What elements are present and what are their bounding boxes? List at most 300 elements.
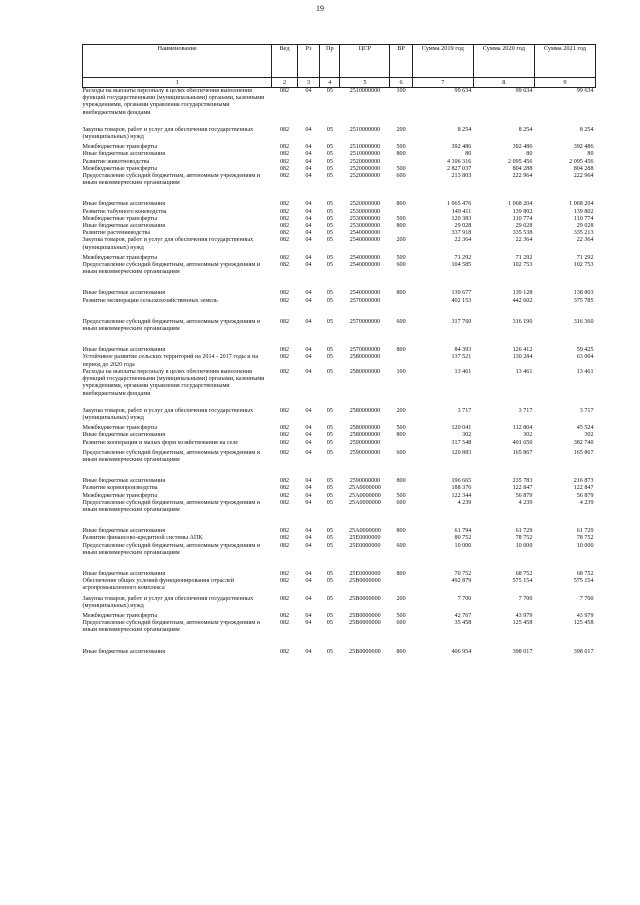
row-name: Предоставление субсидий бюджетным, автономным учреждениям и иным некоммерческим организациям [82, 620, 261, 634]
row-name: Иные бюджетные ассигнования [82, 570, 166, 577]
table-row [83, 151, 596, 158]
row-ved: 082 [279, 223, 290, 230]
row-csr: 25В0000000 [349, 648, 381, 655]
row-rz: 04 [305, 432, 312, 439]
row-name: Закупка товаров, работ и услуг для обеспечения государственных (муниципальных) нужд [82, 237, 254, 251]
row-ved: 082 [279, 297, 290, 304]
row-name: Иные бюджетные ассигнования [82, 290, 166, 297]
row-sum-2019: 8 254 [457, 126, 472, 133]
row-pr: 05 [326, 347, 333, 354]
row-csr: 2540000000 [349, 237, 381, 244]
row-pr: 05 [326, 499, 333, 506]
table-row [83, 493, 596, 500]
row-name: Развитие мелиорации сельскохозяйственных земель [82, 297, 218, 304]
table-row [83, 557, 596, 578]
table-row [83, 535, 596, 542]
row-sum-2021: 63 004 [576, 354, 594, 361]
row-vr: 800 [396, 201, 406, 208]
row-name: Развитие животноводства [82, 158, 150, 165]
row-name: Обеспечение общих условий функционирования отраслей агропромышленного комплекса [82, 578, 235, 592]
row-pr: 05 [326, 290, 333, 297]
row-sum-2020: 804 288 [512, 165, 533, 172]
table-row [83, 543, 596, 557]
row-sum-2021: 56 879 [576, 492, 594, 499]
row-pr: 05 [326, 439, 333, 446]
row-pr: 05 [326, 578, 333, 585]
table-row [83, 593, 596, 610]
row-csr: 2520000000 [349, 165, 381, 172]
row-csr: 2540000000 [349, 254, 381, 261]
row-sum-2021: 575 154 [573, 578, 594, 585]
row-rz: 04 [305, 449, 312, 456]
row-sum-2019: 120 883 [451, 449, 472, 456]
row-sum-2019: 80 752 [454, 535, 472, 542]
row-name: Межбюджетные трансферты [82, 165, 158, 172]
row-rz: 04 [305, 208, 312, 215]
row-rz: 04 [305, 158, 312, 165]
row-csr: 2580000000 [349, 407, 381, 414]
row-sum-2020: 8 254 [518, 126, 533, 133]
row-vr: 800 [396, 347, 406, 354]
row-csr: 2530000000 [349, 208, 381, 215]
row-rz: 04 [305, 368, 312, 375]
row-vr: 800 [396, 223, 406, 230]
row-ved: 082 [279, 542, 290, 549]
row-name: Иные бюджетные ассигнования [82, 432, 166, 439]
row-sum-2020: 442 602 [512, 297, 533, 304]
row-csr: 25Е0000000 [349, 542, 381, 549]
table-row [83, 166, 596, 173]
row-csr: 2540000000 [349, 230, 381, 237]
header-sum-2021: Сумма 2021 год [534, 45, 595, 78]
table-row [83, 514, 596, 535]
row-pr: 05 [326, 478, 333, 485]
row-rz: 04 [305, 201, 312, 208]
header-csr: ЦСР [340, 45, 390, 78]
row-vr [390, 535, 412, 542]
row-rz: 04 [305, 230, 312, 237]
row-ved: 082 [279, 595, 290, 602]
row-sum-2021: 29 028 [576, 223, 594, 230]
table-row [83, 237, 596, 251]
table-row [83, 88, 596, 117]
table-row [83, 252, 596, 262]
row-csr: 25А0000000 [349, 499, 381, 506]
row-sum-2020: 122 847 [512, 485, 533, 492]
row-ved: 082 [279, 215, 290, 222]
row-sum-2019: 104 585 [451, 262, 472, 269]
row-ved: 082 [279, 144, 290, 151]
row-name: Расходы на выплаты персоналу в целях обеспечения выполнения функций государственными (муниципальными) органами, казенными учреждениями, органами управления государственными внебюджетными фондами [82, 368, 265, 397]
row-csr: 25Е0000000 [349, 570, 381, 577]
row-sum-2021: 398 017 [573, 648, 594, 655]
row-vr: 200 [396, 126, 406, 133]
row-ved: 082 [279, 648, 290, 655]
row-sum-2021: 78 752 [576, 535, 594, 542]
row-csr: 25А0000000 [349, 492, 381, 499]
row-vr: 600 [396, 449, 406, 456]
row-pr: 05 [326, 151, 333, 158]
row-csr: 2520000000 [349, 173, 381, 180]
row-ved: 082 [279, 570, 290, 577]
row-sum-2019: 149 411 [451, 208, 472, 215]
row-name: Межбюджетные трансферты [82, 492, 158, 499]
row-rz: 04 [305, 165, 312, 172]
row-sum-2021: 8 254 [579, 126, 594, 133]
row-csr: 2580000000 [349, 368, 381, 375]
row-csr: 2530000000 [349, 223, 381, 230]
row-sum-2020: 22 364 [515, 237, 533, 244]
row-sum-2020: 10 000 [515, 542, 533, 549]
row-rz: 04 [305, 173, 312, 180]
column-number: 1 [83, 78, 272, 88]
row-name: Закупка товаров, работ и услуг для обеспечения государственных (муниципальных) нужд [82, 407, 254, 421]
row-sum-2019: 188 376 [451, 485, 472, 492]
row-sum-2020: 222 964 [512, 173, 533, 180]
table-row [83, 276, 596, 297]
table-row [83, 635, 596, 656]
row-name: Иные бюджетные ассигнования [82, 648, 166, 655]
row-sum-2019: 22 364 [454, 237, 472, 244]
row-sum-2020: 126 412 [512, 347, 533, 354]
row-rz: 04 [305, 595, 312, 602]
row-vr: 800 [396, 570, 406, 577]
row-ved: 082 [279, 407, 290, 414]
row-sum-2019: 402 153 [451, 297, 472, 304]
row-vr: 600 [396, 173, 406, 180]
row-rz: 04 [297, 88, 319, 117]
row-sum-2019: 4 106 316 [446, 158, 472, 165]
table-row [83, 610, 596, 620]
row-sum-2020: 335 538 [512, 230, 533, 237]
row-sum-2021: 43 979 [576, 612, 594, 619]
row-ved: 082 [279, 262, 290, 269]
row-pr: 05 [326, 201, 333, 208]
row-csr: 2590000000 [349, 449, 381, 456]
row-sum-2019: 392 486 [451, 144, 472, 151]
row-sum-2020: 80 [526, 151, 533, 158]
row-sum-2020: 112 804 [512, 425, 533, 432]
row-vr: 200 [396, 407, 406, 414]
header-vr: ВР [390, 45, 412, 78]
row-rz: 04 [305, 612, 312, 619]
table-row [83, 333, 596, 354]
row-rz: 04 [305, 318, 312, 325]
row-sum-2019: 13 461 [454, 368, 472, 375]
row-vr: 600 [396, 542, 406, 549]
row-name: Межбюджетные трансферты [82, 612, 158, 619]
row-name: Развитие растениеводства [82, 230, 151, 237]
row-sum-2020: 4 239 [518, 499, 533, 506]
row-sum-2020: 13 461 [515, 368, 533, 375]
row-csr: 25А0000000 [349, 528, 381, 535]
row-name: Предоставление субсидий бюджетным, автономным учреждениям и иным некоммерческим организациям [82, 542, 261, 556]
row-sum-2021: 45 524 [576, 425, 594, 432]
table-row [83, 354, 596, 368]
row-name: Развитие финансово-кредитной системы АПК [82, 535, 203, 542]
row-csr: 25В0000000 [349, 612, 381, 619]
row-sum-2021: 102 753 [573, 262, 594, 269]
row-ved: 082 [279, 492, 290, 499]
row-csr: 2580000000 [349, 425, 381, 432]
column-number: 4 [320, 78, 340, 88]
header-sum-2020: Сумма 2020 год [473, 45, 534, 78]
row-pr: 05 [326, 528, 333, 535]
row-pr: 05 [326, 230, 333, 237]
row-ved: 082 [279, 165, 290, 172]
row-sum-2021: 165 867 [573, 449, 594, 456]
row-pr: 05 [326, 237, 333, 244]
row-pr: 05 [326, 158, 333, 165]
row-pr: 05 [326, 173, 333, 180]
row-vr: 500 [396, 144, 406, 151]
row-rz: 04 [305, 297, 312, 304]
row-vr: 800 [396, 151, 406, 158]
row-rz: 04 [305, 478, 312, 485]
row-sum-2021: 22 364 [576, 237, 594, 244]
row-rz: 04 [305, 126, 312, 133]
row-sum-2020: 71 292 [515, 254, 533, 261]
row-rz: 04 [305, 151, 312, 158]
row-csr: 2570000000 [349, 318, 381, 325]
row-rz: 04 [305, 407, 312, 414]
row-pr: 05 [326, 407, 333, 414]
row-rz: 04 [305, 570, 312, 577]
row-sum-2019: 196 665 [451, 478, 472, 485]
row-sum-2021: 2 095 456 [569, 158, 594, 165]
row-csr: 25Е0000000 [349, 535, 381, 542]
row-ved: 082 [279, 439, 290, 446]
row-name: Развитие кормопроизводства [82, 485, 158, 492]
row-sum-2021: 99 634 [534, 88, 595, 117]
page-number: 19 [316, 4, 324, 13]
row-ved: 082 [279, 432, 290, 439]
row-pr: 05 [326, 570, 333, 577]
row-rz: 04 [305, 215, 312, 222]
row-vr: 600 [396, 262, 406, 269]
row-sum-2021: 375 785 [573, 297, 594, 304]
row-pr: 05 [326, 297, 333, 304]
row-vr [390, 440, 412, 447]
row-sum-2020: 110 774 [512, 215, 533, 222]
row-vr: 500 [396, 492, 406, 499]
row-rz: 04 [305, 290, 312, 297]
row-sum-2021: 125 458 [573, 620, 594, 627]
row-name: Межбюджетные трансферты [82, 215, 158, 222]
row-pr: 05 [326, 126, 333, 133]
row-sum-2020: 68 752 [515, 570, 533, 577]
row-sum-2019: 2 827 037 [446, 165, 472, 172]
row-name: Межбюджетные трансферты [82, 425, 158, 432]
row-sum-2019: 7 700 [457, 595, 472, 602]
row-csr: 2520000000 [349, 201, 381, 208]
row-pr: 05 [326, 449, 333, 456]
row-sum-2019: 61 794 [454, 528, 472, 535]
row-ved: 082 [279, 478, 290, 485]
table-row [83, 262, 596, 276]
table-row [83, 369, 596, 398]
row-sum-2021: 392 486 [573, 144, 594, 151]
row-rz: 04 [305, 254, 312, 261]
row-vr [390, 354, 412, 368]
row-sum-2019: 80 [465, 151, 472, 158]
row-vr: 800 [396, 648, 406, 655]
row-sum-2019: 302 [462, 432, 472, 439]
row-sum-2019: 492 879 [451, 578, 472, 585]
row-sum-2019: 337 918 [451, 230, 472, 237]
row-csr: 25В0000000 [349, 595, 381, 602]
row-vr: 800 [396, 528, 406, 535]
row-sum-2020: 29 028 [515, 223, 533, 230]
column-number: 7 [412, 78, 473, 88]
row-sum-2021: 59 425 [576, 347, 594, 354]
row-pr: 05 [326, 254, 333, 261]
row-rz: 04 [305, 648, 312, 655]
row-sum-2021: 61 729 [576, 528, 594, 535]
row-sum-2021: 216 873 [573, 478, 594, 485]
row-pr: 05 [326, 208, 333, 215]
row-vr: 600 [396, 620, 406, 627]
row-rz: 04 [305, 262, 312, 269]
row-sum-2021: 222 964 [573, 173, 594, 180]
row-sum-2019: 29 028 [454, 223, 472, 230]
row-sum-2021: 13 461 [576, 368, 594, 375]
row-rz: 04 [305, 425, 312, 432]
row-vr [390, 298, 412, 305]
row-csr: 2510000000 [349, 144, 381, 151]
row-vr: 500 [396, 612, 406, 619]
row-csr: 2510000000 [349, 151, 381, 158]
table-row [83, 141, 596, 151]
row-sum-2020: 392 486 [512, 144, 533, 151]
table-row [83, 422, 596, 432]
row-ved: 082 [279, 318, 290, 325]
row-sum-2019: 317 548 [451, 439, 472, 446]
row-vr: 100 [396, 368, 406, 375]
row-csr: 2570000000 [349, 347, 381, 354]
row-sum-2021: 7 700 [579, 595, 594, 602]
row-sum-2021: 302 [584, 432, 594, 439]
row-rz: 04 [305, 144, 312, 151]
row-ved: 082 [279, 485, 290, 492]
row-pr: 05 [326, 144, 333, 151]
row-vr: 500 [396, 165, 406, 172]
row-csr: 2580000000 [349, 354, 381, 361]
row-sum-2021: 68 752 [576, 570, 594, 577]
row-pr: 05 [326, 368, 333, 375]
row-ved: 082 [279, 535, 290, 542]
row-name: Межбюджетные трансферты [82, 254, 158, 261]
row-ved: 082 [279, 620, 290, 627]
row-sum-2020: 139 128 [512, 290, 533, 297]
row-sum-2020: 165 867 [512, 449, 533, 456]
row-vr: 200 [396, 237, 406, 244]
row-sum-2021: 71 292 [576, 254, 594, 261]
row-pr: 05 [326, 215, 333, 222]
row-pr: 05 [326, 492, 333, 499]
table-row [83, 447, 596, 464]
table-row [83, 464, 596, 485]
row-ved: 082 [279, 151, 290, 158]
row-pr: 05 [326, 620, 333, 627]
table-row [83, 432, 596, 439]
row-rz: 04 [305, 223, 312, 230]
row-sum-2021: 804 288 [573, 165, 594, 172]
row-ved: 082 [279, 449, 290, 456]
row-vr: 600 [396, 318, 406, 325]
row-sum-2020: 575 154 [512, 578, 533, 585]
row-vr: 500 [396, 215, 406, 222]
row-ved: 082 [279, 237, 290, 244]
row-rz: 04 [305, 237, 312, 244]
row-name: Иные бюджетные ассигнования [82, 151, 166, 158]
table-row [83, 209, 596, 216]
row-csr: 2520000000 [349, 158, 381, 165]
table-row [83, 223, 596, 230]
row-ved: 082 [279, 578, 290, 585]
row-vr: 800 [396, 478, 406, 485]
row-name: Иные бюджетные ассигнования [82, 478, 166, 485]
row-sum-2019: 71 292 [454, 254, 472, 261]
row-ved: 082 [279, 368, 290, 375]
row-sum-2021: 335 213 [573, 230, 594, 237]
row-ved: 082 [279, 354, 290, 361]
row-sum-2021: 3 717 [579, 407, 594, 414]
row-pr: 05 [326, 612, 333, 619]
budget-table [82, 44, 596, 656]
row-sum-2019: 137 521 [451, 354, 472, 361]
row-sum-2019: 406 954 [451, 648, 472, 655]
row-pr: 05 [326, 648, 333, 655]
header-name: Наименование [83, 45, 272, 78]
row-pr: 05 [326, 262, 333, 269]
row-vr [390, 230, 412, 237]
row-rz: 04 [305, 578, 312, 585]
row-sum-2021: 138 803 [573, 290, 594, 297]
row-sum-2019: 84 393 [454, 347, 472, 354]
row-sum-2021: 80 [587, 151, 594, 158]
row-name: Предоставление субсидий бюджетным, автономным учреждениям и иным некоммерческим организациям [82, 173, 261, 187]
row-ved: 082 [279, 612, 290, 619]
row-csr: 25А0000000 [349, 485, 381, 492]
row-pr: 05 [326, 595, 333, 602]
row-sum-2020: 139 802 [512, 208, 533, 215]
row-sum-2020: 2 095 456 [508, 158, 533, 165]
row-rz: 04 [305, 485, 312, 492]
row-sum-2021: 122 847 [573, 485, 594, 492]
row-rz: 04 [305, 439, 312, 446]
table-body [83, 88, 596, 656]
header-ved: Вед [272, 45, 297, 78]
row-pr: 05 [326, 535, 333, 542]
row-sum-2020: 302 [523, 432, 533, 439]
row-rz: 04 [305, 347, 312, 354]
header-pr: Пр [320, 45, 340, 78]
row-vr [390, 485, 412, 492]
column-number: 5 [340, 78, 390, 88]
row-sum-2020: 102 753 [512, 262, 533, 269]
row-name: Устойчивое развитие сельских территорий на 2014 - 2017 годы и на период до 2020 года [82, 354, 259, 368]
row-vr [390, 578, 412, 592]
row-csr: 2580000000 [349, 432, 381, 439]
row-sum-2020: 3 717 [518, 407, 533, 414]
row-name: Иные бюджетные ассигнования [82, 223, 166, 230]
row-vr: 100 [390, 88, 412, 117]
row-vr: 200 [396, 595, 406, 602]
row-csr: 25В0000000 [349, 620, 381, 627]
table-row [83, 298, 596, 305]
row-name: Развитие кооперации и малых форм хозяйствования на селе [82, 439, 239, 446]
